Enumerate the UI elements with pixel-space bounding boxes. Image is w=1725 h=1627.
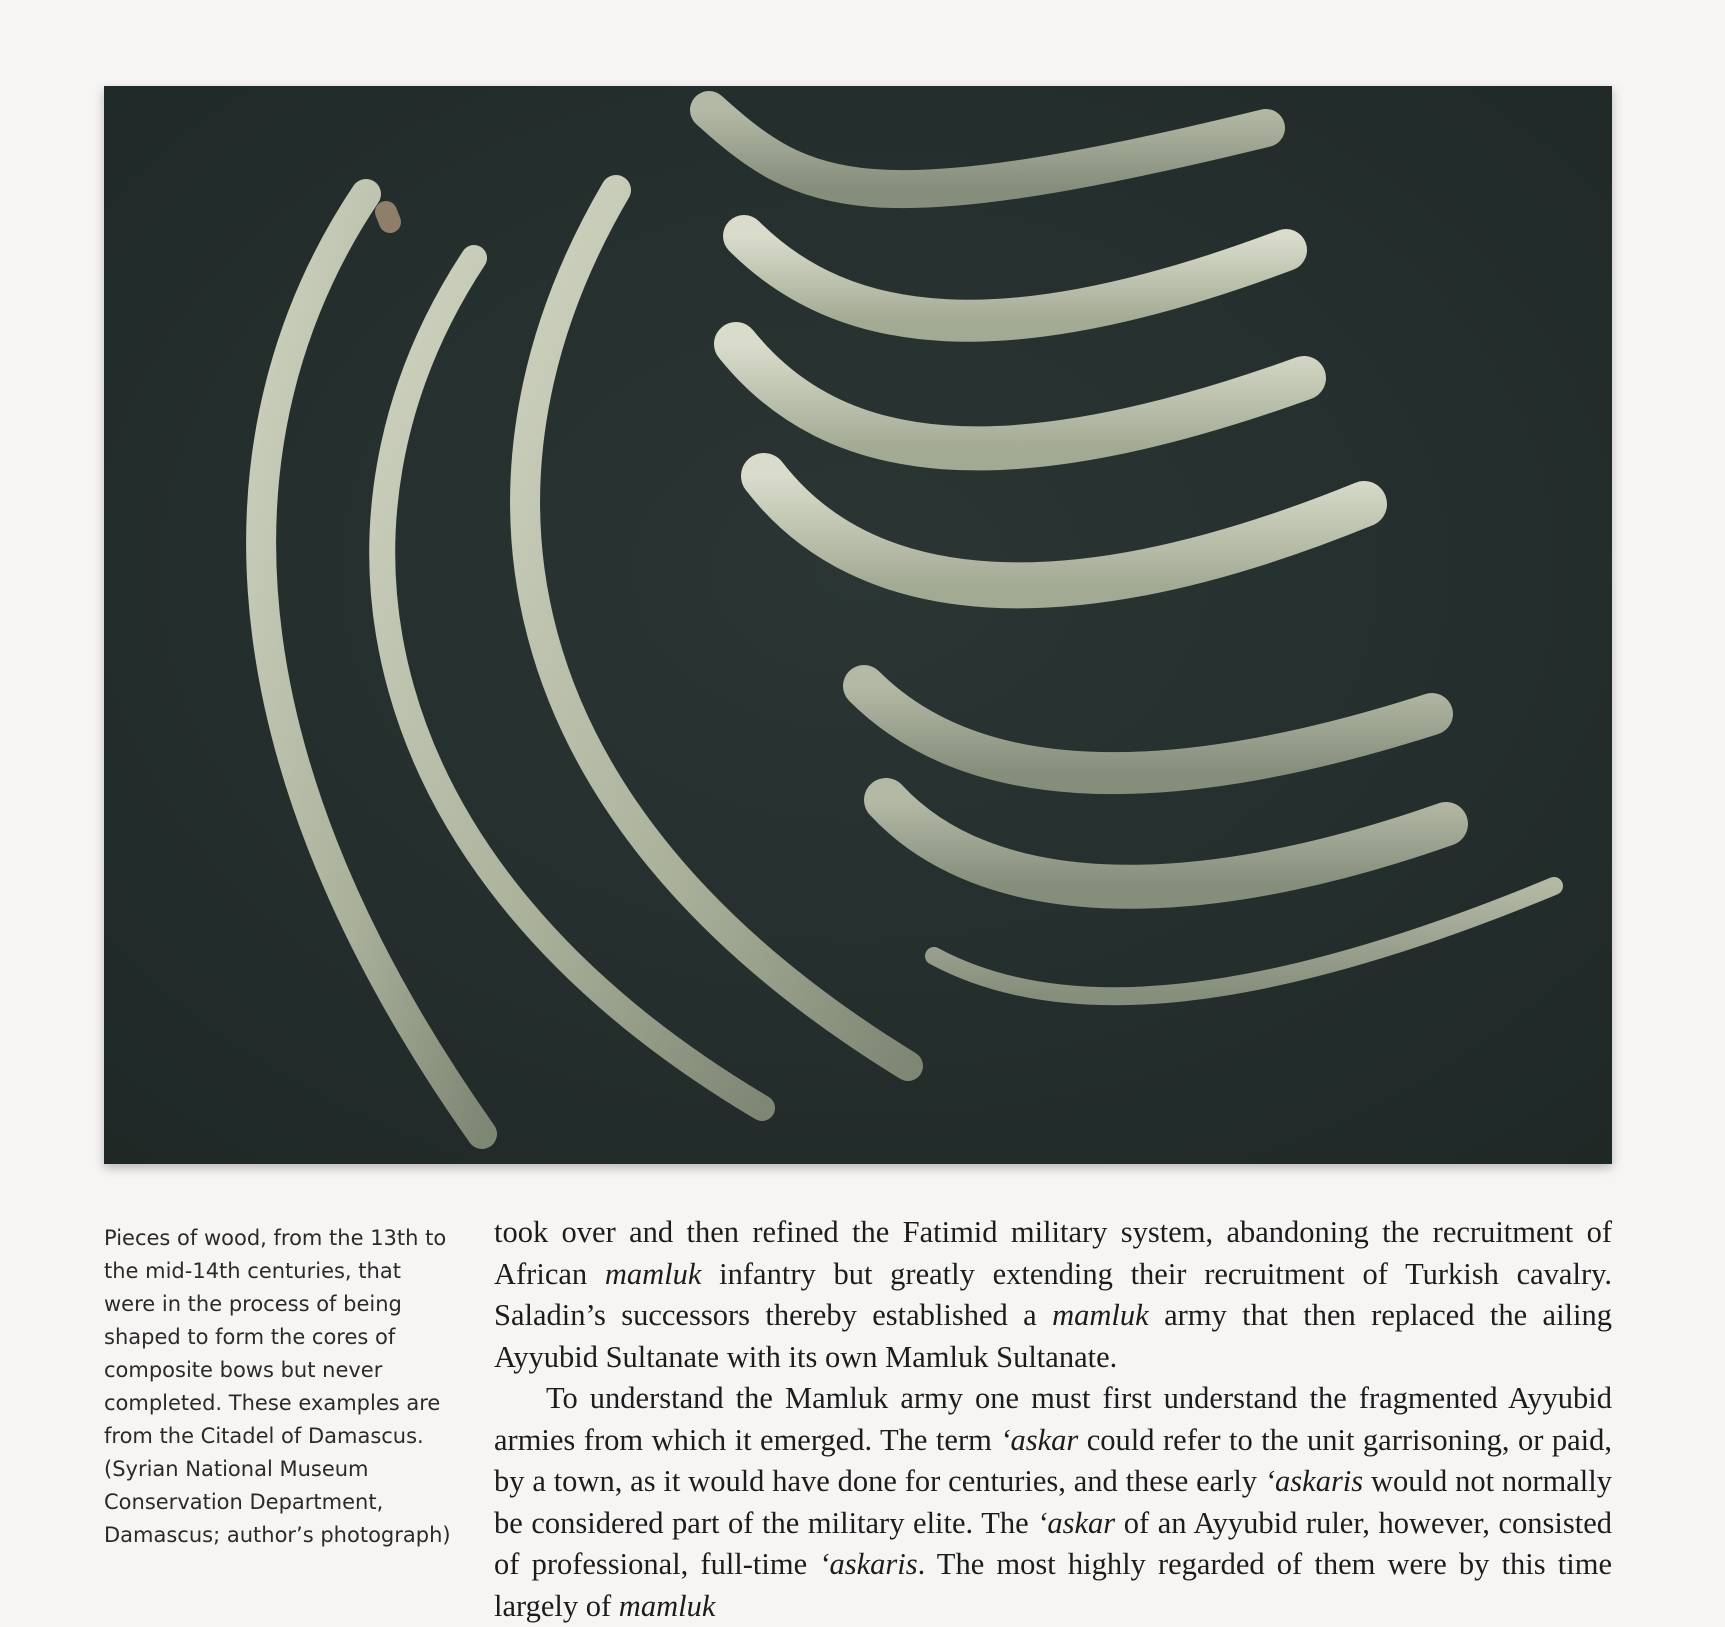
text-run: . The most highly regarded of them were by this time largely of (494, 1547, 1612, 1623)
paragraph-1 (494, 1212, 1612, 1378)
bow-core-arc-1-fragment (386, 212, 390, 222)
text-run: army that then replaced the ailing Ayyubid Sultanate with its own Mamluk Sultanate. (494, 1298, 1612, 1374)
italic-term: mamluk (618, 1588, 716, 1623)
caption-text: Pieces of wood, from the 13th to the mid-14th centuries, that were in the process of being shaped to form the cores of composite bows but never completed. These examples are from the Citadel of Damascus. (Syrian National Museum Conservation Department, Damascus; author’s photograph) (104, 1226, 451, 1547)
italic-term: ‘askaris (1264, 1464, 1364, 1498)
text-run: took over and then refined the Fatimid military system, abandoning the recruitment of African (494, 1215, 1612, 1291)
italic-term: ‘askar (1037, 1505, 1116, 1540)
text-run: of an Ayyubid ruler, however, consisted of professional, full-time (494, 1505, 1612, 1581)
text-run: would not normally be considered part of the military elite. The (494, 1464, 1612, 1540)
photo-caption (104, 1222, 454, 1552)
text-run: could refer to the unit garrisoning, or paid, by a town, as it would have done for centuries, and these early (494, 1422, 1612, 1498)
paragraph-2 (494, 1378, 1612, 1627)
italic-term: mamluk (604, 1256, 702, 1291)
italic-term: ‘askaris (819, 1547, 918, 1581)
text-run: To understand the Mamluk army one must first understand the fragmented Ayyubid armies from which it emerged. The term (494, 1381, 1612, 1457)
body-text (494, 1212, 1612, 1627)
bow-cores-illustration (104, 86, 1612, 1164)
bow-cores-photo (104, 86, 1612, 1164)
italic-term: mamluk (1052, 1298, 1149, 1332)
text-run: infantry but greatly extending their recruitment of Turkish cavalry. Saladin’s successors thereby established a (494, 1256, 1612, 1332)
italic-term: ‘askar (1000, 1422, 1079, 1457)
